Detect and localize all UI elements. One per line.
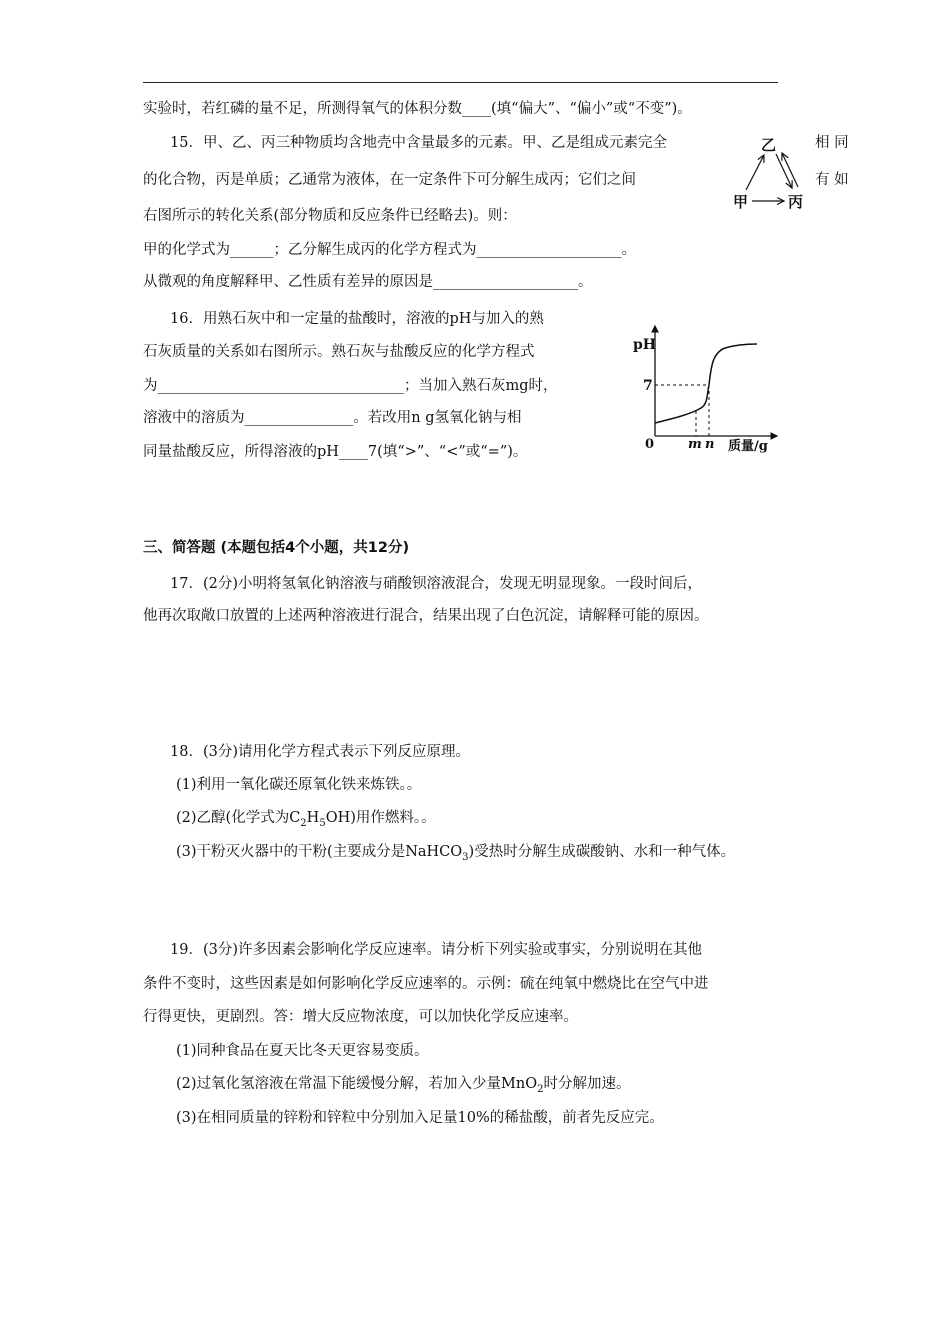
- q19-line1: 19．(3分)许多因素会影响化学反应速率。请分析下列实验或事实，分别说明在其他: [170, 942, 702, 958]
- q19-item2: (2)过氧化氢溶液在常温下能缓慢分解，若加入少量MnO$_2$时分解加速。: [176, 1076, 631, 1095]
- q18-item3: (3)干粉灭火器中的干粉(主要成分是NaHCO$_3$)受热时分解生成碳酸钠、水和一种气体。: [176, 844, 736, 863]
- x-axis-label: 质量/g: [728, 439, 768, 454]
- q18-item2: (2)乙醇(化学式为$C_2H_5OH$)用作燃料。。: [176, 810, 436, 829]
- q14-tail: 实验时，若红磷的量不足，所测得氧气的体积分数____(填“偏大”、“偏小”或“不变”)。: [143, 101, 692, 117]
- q15-line2-right: 有 如: [815, 172, 849, 188]
- q15-line1: 15．甲、乙、丙三种物质均含地壳中含量最多的元素。甲、乙是组成元素完全: [170, 135, 667, 151]
- q16-line4: 溶液中的溶质为_______________。若改用n g氢氧化钠与相: [143, 410, 522, 426]
- diagram-node-bing: 丙: [788, 193, 804, 211]
- diagram-node-yi: 乙: [761, 136, 777, 154]
- q16-line2: 石灰质量的关系如右图所示。熟石灰与盐酸反应的化学方程式: [143, 344, 535, 360]
- ph-curve: [655, 344, 757, 423]
- q17-line2: 他再次取敞口放置的上述两种溶液进行混合，结果出现了白色沉淀，请解释可能的原因。: [143, 608, 709, 624]
- header-rule: [143, 82, 778, 83]
- q17-line1: 17．(2分)小明将氢氧化钠溶液与硝酸钡溶液混合，发现无明显现象。一段时间后，: [170, 576, 702, 592]
- q19-line3: 行得更快，更剧烈。答：增大反应物浓度，可以加快化学反应速率。: [143, 1009, 578, 1025]
- q19-item3: (3)在相同质量的锌粉和锌粒中分别加入足量10%的稀盐酸，前者先反应完。: [176, 1110, 664, 1126]
- q18-item1: (1)利用一氧化碳还原氧化铁来炼铁。。: [176, 777, 422, 793]
- arrow-yi-to-bing: [776, 154, 792, 188]
- q16-line1: 16．用熟石灰中和一定量的盐酸时，溶液的pH与加入的熟: [170, 311, 544, 327]
- q16-line3: 为__________________________________；当加入熟石灰mg时，: [143, 378, 558, 394]
- q19-line2: 条件不变时，这些因素是如何影响化学反应速率的。示例：硫在纯氧中燃烧比在空气中进: [143, 976, 709, 992]
- q15-line3: 右图所示的转化关系(部分物质和反应条件已经略去)。则：: [143, 208, 517, 224]
- y-axis-label: pH: [633, 337, 657, 353]
- diagram-node-jia: 甲: [733, 193, 749, 211]
- q15-triangle-diagram: [728, 130, 813, 215]
- q15-line1-right: 相 同: [815, 135, 849, 151]
- origin-label: 0: [645, 437, 655, 452]
- section3-title: 三、简答题 (本题包括4个小题，共12分): [143, 540, 410, 556]
- q19-item1: (1)同种食品在夏天比冬天更容易变质。: [176, 1043, 429, 1059]
- q15-line2: 的化合物，丙是单质；乙通常为液体，在一定条件下可分解生成丙；它们之间: [143, 172, 636, 188]
- tick-label-m: m: [688, 437, 702, 452]
- arrow-bing-to-yi: [782, 153, 798, 187]
- q15-line4: 甲的化学式为______；乙分解生成丙的化学方程式为____________________。: [143, 242, 636, 258]
- arrow-jia-to-yi: [746, 155, 764, 190]
- tick-label-7: 7: [643, 378, 653, 394]
- q16-line5: 同量盐酸反应，所得溶液的pH____7(填“>”、“<”或“=”)。: [143, 444, 528, 460]
- q16-ph-graph: [625, 318, 795, 460]
- q15-line5: 从微观的角度解释甲、乙性质有差异的原因是____________________。: [143, 274, 593, 290]
- q18-line1: 18．(3分)请用化学方程式表示下列反应原理。: [170, 744, 470, 760]
- tick-label-n: n: [705, 437, 715, 452]
